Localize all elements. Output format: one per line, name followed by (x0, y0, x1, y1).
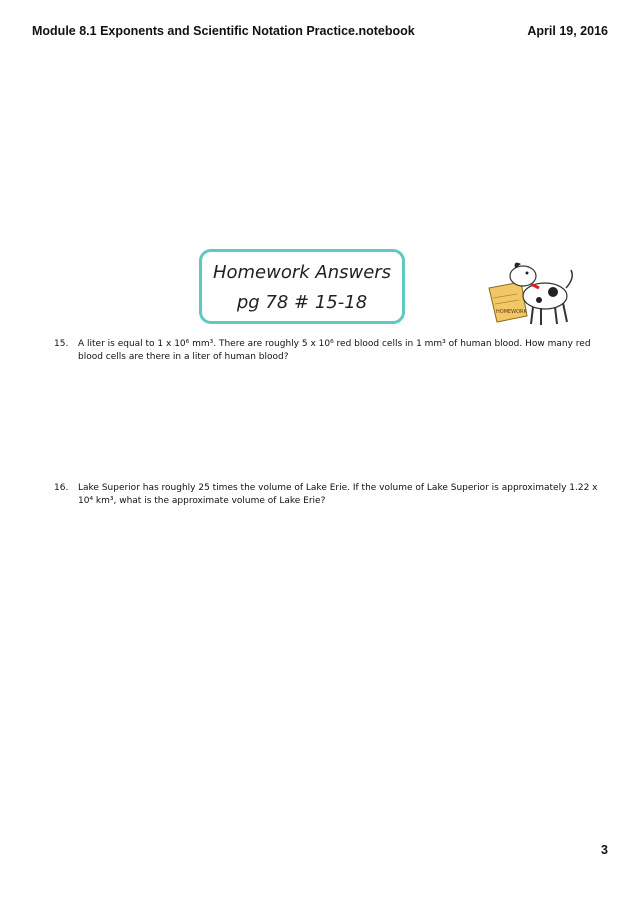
question-16 (54, 482, 604, 508)
document-date: April 19, 2016 (527, 24, 608, 38)
question-15 (54, 338, 594, 364)
question-number: 15. (54, 339, 69, 349)
page-number: 3 (601, 843, 608, 857)
question-number: 16. (54, 483, 69, 493)
question-text: A liter is equal to 1 x 10⁶ mm³. There are roughly 5 x 10⁶ red blood cells in 1 mm³ of human blood. How many red blood cells are there in a liter of human blood? (78, 339, 591, 362)
homework-box-subtitle: pg 78 # 15-18 (236, 292, 368, 313)
homework-paper-label: HOMEWORK (496, 309, 527, 315)
question-text: Lake Superior has roughly 25 times the volume of Lake Erie. If the volume of Lake Superior is approximately 1.22 x 10⁴ km³, what is the approximate volume of Lake Erie? (78, 483, 598, 506)
homework-answers-box (199, 249, 405, 324)
dog-eating-homework-icon (483, 258, 578, 328)
homework-box-title: Homework Answers (212, 262, 392, 283)
document-title: Module 8.1 Exponents and Scientific Notation Practice.notebook (32, 24, 415, 38)
